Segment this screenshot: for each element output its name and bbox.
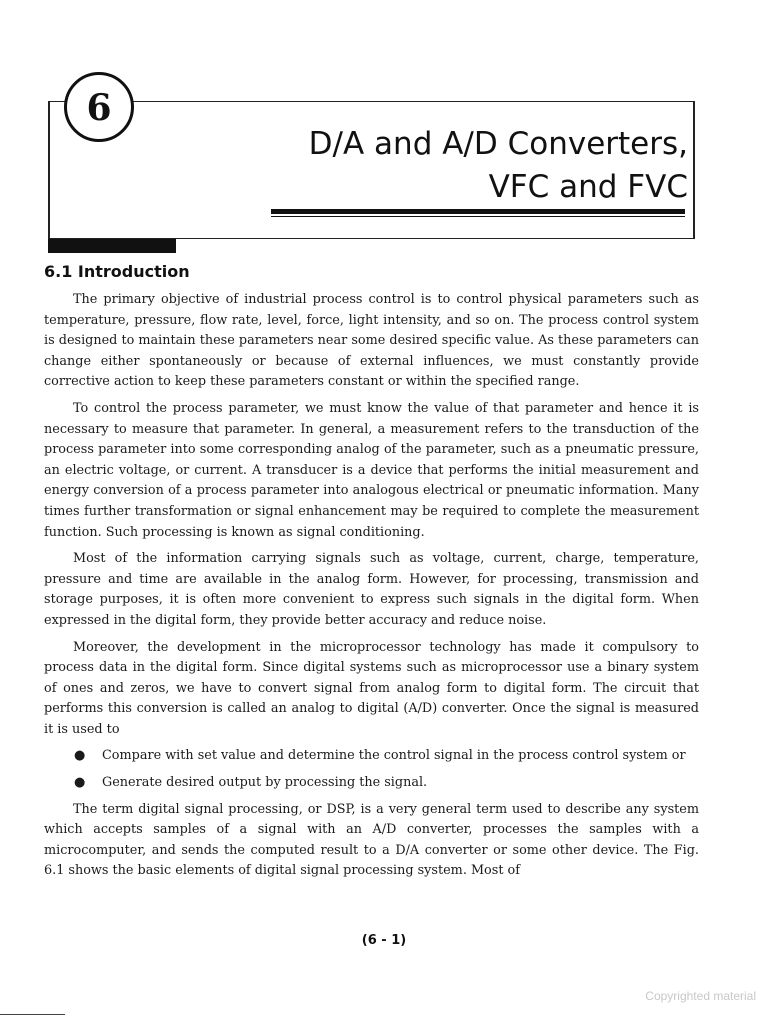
footer-divider <box>0 1014 65 1015</box>
chapter-number: 6 <box>86 87 112 129</box>
section-heading: 6.1 Introduction <box>44 262 190 281</box>
chapter-title-line-1: D/A and A/D Converters, <box>308 126 688 162</box>
list-item-text: Compare with set value and determine the control signal in the process control system or <box>102 748 686 764</box>
paragraph: To control the process parameter, we must know the value of that parameter and hence it is necessary to measure that parameter. In general, a measurement refers to the transduction of the process parameter into some corresponding analog of the parameter, such as a pneumatic pressure, an electric voltage, or current. A transducer is a device that performs the initial measurement and energy conversion of a process parameter into analogous electrical or pneumatic information. Many times further transformation or signal enhancement may be required to complete the measurement function. Such processing is known as signal conditioning. <box>44 400 699 540</box>
bullet-list <box>44 746 699 793</box>
list-item-text: Generate desired output by processing the signal. <box>102 775 428 791</box>
chapter-title-line-2: VFC and FVC <box>488 169 688 205</box>
copyright-watermark: Copyrighted material <box>645 989 756 1003</box>
bullet-icon: ● <box>74 775 86 791</box>
page-number: (6 - 1) <box>361 933 407 948</box>
bullet-icon: ● <box>74 748 86 764</box>
paragraph: Most of the information carrying signals such as voltage, current, charge, temperature, pressure and time are available in the analog form. However, for processing, transmission and storage purposes, it is often more convenient to express such signals in the digital form. When expressed in the digital form, they provide better accuracy and reduce noise. <box>44 551 699 628</box>
list-item <box>74 746 699 767</box>
section-body <box>44 290 699 888</box>
paragraph: Moreover, the development in the microprocessor technology has made it compulsory to process data in the digital form. Since digital systems such as microprocessor use a binary system of ones and zeros, we have to convert signal from analog form to digital form. The circuit that performs this conversion is called an analog to digital (A/D) converter. Once the signal is measured it is used to <box>44 639 699 737</box>
title-underline-thin <box>271 216 685 217</box>
list-item <box>74 773 699 794</box>
header-black-tab <box>48 239 176 253</box>
paragraph: The primary objective of industrial process control is to control physical parameters such as temperature, pressure, flow rate, level, force, light intensity, and so on. The process control system is designed to maintain these parameters near some desired specific value. As these parameters can change either spontaneously or because of external influences, we must constantly provide corrective action to keep these parameters constant or within the specified range. <box>44 292 699 390</box>
title-underline-thick <box>271 209 685 214</box>
chapter-number-badge <box>64 72 134 142</box>
chapter-title <box>208 123 688 209</box>
paragraph: The term digital signal processing, or DSP, is a very general term used to describe any system which accepts samples of a signal with an A/D converter, processes the samples with a microcomputer, and sends the computed result to a D/A converter or some other device. The Fig. 6.1 shows the basic elements of digital signal processing system. Most of <box>44 801 699 879</box>
